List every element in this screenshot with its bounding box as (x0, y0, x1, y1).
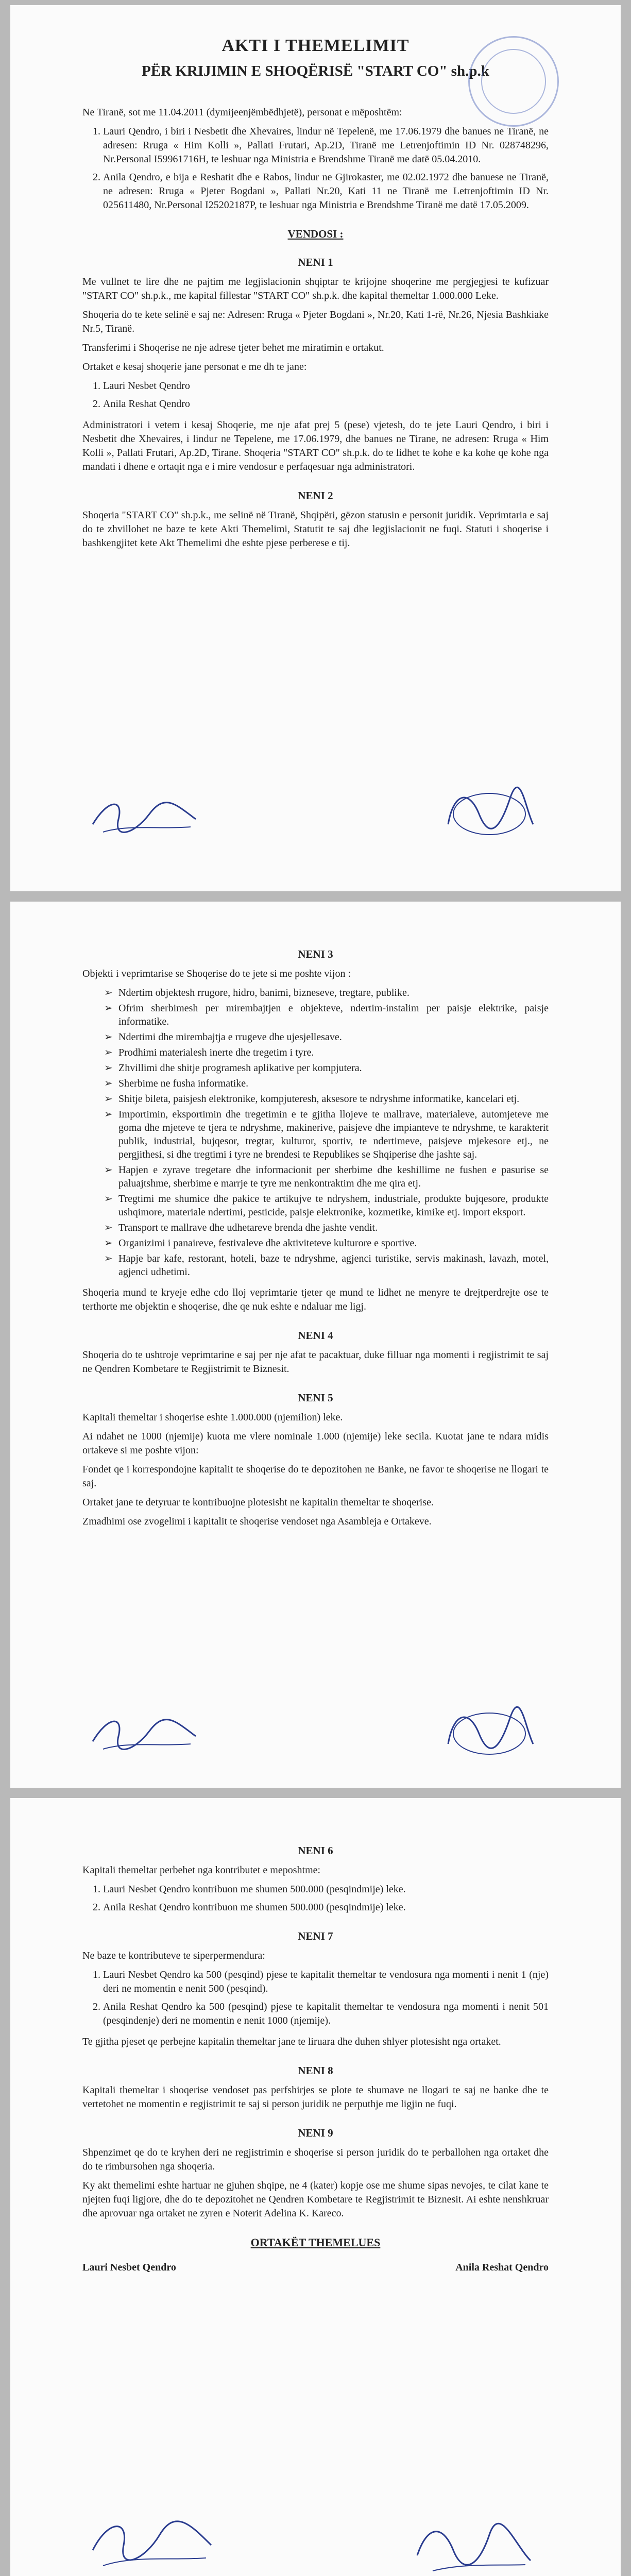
partners-list (82, 379, 549, 411)
partner-item: 1. Lauri Nesbet Qendro (103, 379, 549, 393)
article-8-paragraph: Kapitali themeltar i shoqerise vendoset pas perfshirjes se plote te shumave ne llogari te saj ne banke dhe te vertetohet ne momentin e regjistrimit te saj si person juridik ne perputhje me ligjin ne fuqi. (82, 2084, 549, 2110)
share-item: 1. Lauri Nesbet Qendro ka 500 (pesqind) pjese te kapitalit themeltar te vendosura nga momenti i nenit 1 (nje) deri ne momentin e nenit 500 (pesqind). (103, 1968, 549, 1996)
article-9-paragraph: Ky akt themelimi eshte hartuar ne gjuhen shqipe, ne 4 (kater) kopje ose me shume sipas nevojes, te cilat kane te njejten fuqi ligjore, dhe do te depozitohet ne Qendren Kombetare te Regjistrimit te Biznesit. Ai eshte nenshkruar dhe aprovuar nga ortaket ne zyren e Noterit Adelina K. Kareco. (82, 2180, 549, 2219)
contributions-list (82, 1883, 549, 1914)
article-4-heading: NENI 4 (298, 1329, 333, 1342)
document-page-2 (10, 902, 621, 1788)
object-item: ➢ Hapje bar kafe, restorant, hoteli, baze te ndryshme, agjenci turistike, servis makinash, lavazh, motel, agjenci udhetimi. (118, 1252, 549, 1279)
article-7-paragraph: Te gjitha pjeset qe perbejne kapitalin themeltar jane te liruara dhe duhen shlyer plotesisht nga ortaket. (82, 2036, 501, 2047)
object-item: ➢ Prodhimi materialesh inerte dhe tregetim i tyre. (118, 1046, 549, 1059)
article-9-paragraph: Shpenzimet qe do te kryhen deri ne regjistrimin e shoqerise si person juridik do te perballohen nga ortaket dhe do te rimbursohen nga shoqeria. (82, 2147, 549, 2172)
object-item: ➢ Sherbime ne fusha informatike. (118, 1077, 549, 1090)
object-item: ➢ Ndertimi dhe mirembajtja e rrugeve dhe ujesjellesave. (118, 1030, 549, 1044)
document-title: AKTI I THEMELIMIT (221, 36, 410, 55)
article-6-intro: Kapitali themeltar perbehet nga kontributet e meposhtme: (82, 1865, 321, 1876)
document-subtitle: PËR KRIJIMIN E SHOQËRISË "START CO" sh.p.k (142, 63, 489, 79)
founder-name: Lauri Nesbet Qendro (82, 2262, 176, 2273)
article-9-heading: NENI 9 (298, 2127, 333, 2139)
article-2-heading: NENI 2 (298, 489, 333, 502)
article-1-paragraph: Administratori i vetem i kesaj Shoqerie, me nje afat prej 5 (pese) vjetesh, do te jete Lauri Qendro, i biri i Nesbetit dhe Xhevaires, i lindur ne Tepelene, me 17.06.1979, dhe banues ne Tirane, ne adresen: Rruga « Him Kolli », Pallati Frutari, Ap.2D, Tirane. Shoqeria "START CO" sh.p.k. do te lidhet te kohe e ka kohe qe kohe nga mandati i dhene e ortaqit nga e i mire vendosur e perfaqesuar nga administratori. (82, 419, 549, 472)
article-3-paragraph: Shoqeria mund te kryeje edhe cdo lloj veprimtarie tjeter qe mund te lidhet ne menyre te drejtperdrejte ose te terthorte me objektin e shoqerise, dhe qe nuk eshte e ndaluar me ligj. (82, 1287, 549, 1312)
signature-anila (438, 1698, 541, 1765)
article-5-paragraph: Zmadhimi ose zvogelimi i kapitalit te shoqerise vendoset nga Asambleja e Ortakeve. (82, 1516, 432, 1527)
article-5-heading: NENI 5 (298, 1392, 333, 1404)
object-item: ➢ Organizimi i panaireve, festivaleve dhe aktiviteteve kulturore e sportive. (118, 1236, 549, 1250)
article-3-heading: NENI 3 (298, 948, 333, 960)
article-2-paragraph: Shoqeria "START CO" sh.p.k., me selinë në Tiranë, Shqipëri, gëzon statusin e personit juridik. Veprimtaria e saj do te zhvillohet ne baze te kete Akti Themelimi, Statutit te saj dhe legjislacionit ne fuqi. Statuti i shoqerise i bashkengjitet kete Akt Themelimi dhe eshte pjese perberese e tij. (82, 510, 549, 549)
article-6-heading: NENI 6 (298, 1844, 333, 1857)
article-5-paragraph: Fondet qe i korrespondojne kapitalit te shoqerise do te depozitohen ne Banke, ne favor te shoqerise ne llogari te saj. (82, 1464, 549, 1489)
article-1-paragraph: Transferimi i Shoqerise ne nje adrese tjeter behet me miratimin e ortakut. (82, 342, 384, 353)
object-item: ➢ Zhvillimi dhe shitje programesh aplikative per kompjutera. (118, 1061, 549, 1075)
share-item: 2. Anila Reshat Qendro ka 500 (pesqind) pjese te kapitalit themeltar te vendosura nga momenti i nenit 501 (pesqindenje) deri ne momentin e nenit 1000 (njemije). (103, 2000, 549, 2028)
object-item: ➢ Hapjen e zyrave tregetare dhe informacionit per sherbime dhe keshillime ne fushen e pasurise se paluajtshme, sherbime e marrje te tyre me nenkontraktim dhe me qira etj. (118, 1163, 549, 1190)
article-1-paragraph: Shoqeria do te kete selinë e saj ne: Adresen: Rruga « Pjeter Bogdani », Nr.20, Kati 1-rë, Nr.26, Njesia Bashkiake Nr.5, Tiranë. (82, 309, 549, 334)
signature-lauri (88, 1705, 206, 1762)
partner-item: 2. Anila Reshat Qendro (103, 397, 549, 411)
contribution-item: 1. Lauri Nesbet Qendro kontribuon me shumen 500.000 (pesqindmije) leke. (103, 1883, 549, 1896)
contribution-item: 2. Anila Reshat Qendro kontribuon me shumen 500.000 (pesqindmije) leke. (103, 1901, 549, 1914)
article-5-paragraph: Kapitali themeltar i shoqerise eshte 1.000.000 (njemilion) leke. (82, 1412, 343, 1423)
founders-title: ORTAKËT THEMELUES (250, 2236, 381, 2249)
founders-row (82, 2262, 549, 2274)
person-item: 2. Anila Qendro, e bija e Reshatit dhe e Rabos, lindur ne Gjirokaster, me 02.02.1972 dhe banuese ne Tiranë, ne adresen: Rruga « Pjeter Bogdani », Pallati Nr.20, Kati 11 ne Tiranë me Letrenjoftimin ID Nr. 025611480, Nr.Personal I25202187P, te leshuar nga Ministria e Brendshme Tiranë me datë 17.05.2009. (103, 171, 549, 212)
objects-list (82, 986, 549, 1279)
article-5-paragraph: Ortaket jane te detyruar te kontribuojne plotesisht ne kapitalin themeltar te shoqerise. (82, 1497, 434, 1508)
document-page-3 (10, 1798, 621, 2576)
object-item: ➢ Ndertim objektesh rrugore, hidro, banimi, bizneseve, tregtare, publike. (118, 986, 549, 999)
object-item: ➢ Importimin, eksportimin dhe tregetimin e te gjitha llojeve te mallrave, materialeve, automjeteve me goma dhe mjeteve te tjera te ndryshme, makinerive, paisjeve dhe impianteve te ndryshme, te karakterit publik, industrial, bujqesor, tregtar, kulturor, sportiv, te ndertimeve, paisjeve mjekesore etj., ne pergjithesi, si dhe tregtimi i tyre ne brendesi te Republikes se Shqiperise dhe jashte saj. (118, 1108, 549, 1161)
article-1-paragraph: Me vullnet te lire dhe ne pajtim me legjislacionin shqiptar te krijojne shoqerine me pergjegjesi te kufizuar "START CO" sh.p.k., me kapital fillestar "START CO" sh.p.k. dhe kapital themeltar 1.000.000 Leke. (82, 276, 549, 301)
document-page-1 (10, 5, 621, 891)
article-7-intro: Ne baze te kontributeve te siperpermendura: (82, 1950, 265, 1961)
signature-lauri (88, 2509, 221, 2576)
article-8-heading: NENI 8 (298, 2064, 333, 2077)
notary-stamp (468, 36, 559, 127)
article-1-heading: NENI 1 (298, 256, 333, 268)
article-7-heading: NENI 7 (298, 1930, 333, 1942)
signature-lauri (88, 788, 206, 845)
article-3-intro: Objekti i veprimtarise se Shoqerise do te jete si me poshte vijon : (82, 968, 351, 979)
article-1-paragraph: Ortaket e kesaj shoqerie jane personat e me dh te jane: (82, 361, 307, 372)
vendosi-heading: VENDOSI : (287, 228, 344, 240)
intro-paragraph: Ne Tiranë, sot me 11.04.2011 (dymijeenjëmbëdhjetë), personat e mëposhtëm: (82, 107, 402, 118)
object-item: ➢ Tregtimi me shumice dhe pakice te artikujve te ndryshem, industriale, produkte bujqesore, produkte ushqimore, materiale ndertimi, pesticide, paisje elektronike, kozmetike, kimike etj. import eksport. (118, 1192, 549, 1219)
article-5-paragraph: Ai ndahet ne 1000 (njemije) kuota me vlere nominale 1.000 (njemije) leke secila. Kuotat jane te ndara midis ortakeve si me poshte vijon: (82, 1431, 549, 1456)
object-item: ➢ Shitje bileta, paisjesh elektronike, kompjuteresh, aksesore te ndryshme informatike, kancelari etj. (118, 1092, 549, 1106)
persons-list (82, 125, 549, 212)
article-4-paragraph: Shoqeria do te ushtroje veprimtarine e saj per nje afat te pacaktuar, duke filluar nga momenti i regjistrimit te saj ne Qendren Kombetare te Regjistrimit te Biznesit. (82, 1349, 549, 1375)
shares-list (82, 1968, 549, 2028)
founder-name: Anila Reshat Qendro (455, 2262, 549, 2273)
object-item: ➢ Transport te mallrave dhe udhetareve brenda dhe jashte vendit. (118, 1221, 549, 1234)
object-item: ➢ Ofrim sherbimesh per mirembajtjen e objekteve, ndertim-instalim per paisje elektrike, paisje informatike. (118, 1002, 549, 1028)
person-item: 1. Lauri Qendro, i biri i Nesbetit dhe Xhevaires, lindur në Tepelenë, me 17.06.1979 dhe banues ne Tiranë, ne adresen: Rruga « Him Kolli », Pallati Frutari, Ap.2D, Tiranë me Letrenjoftimin ID Nr. 028748296, Nr.Personal I59961716H, te leshuar nga Ministria e Brendshme Tiranë me datë 05.04.2010. (103, 125, 549, 166)
signature-anila (438, 778, 541, 845)
signature-anila (412, 2509, 536, 2576)
